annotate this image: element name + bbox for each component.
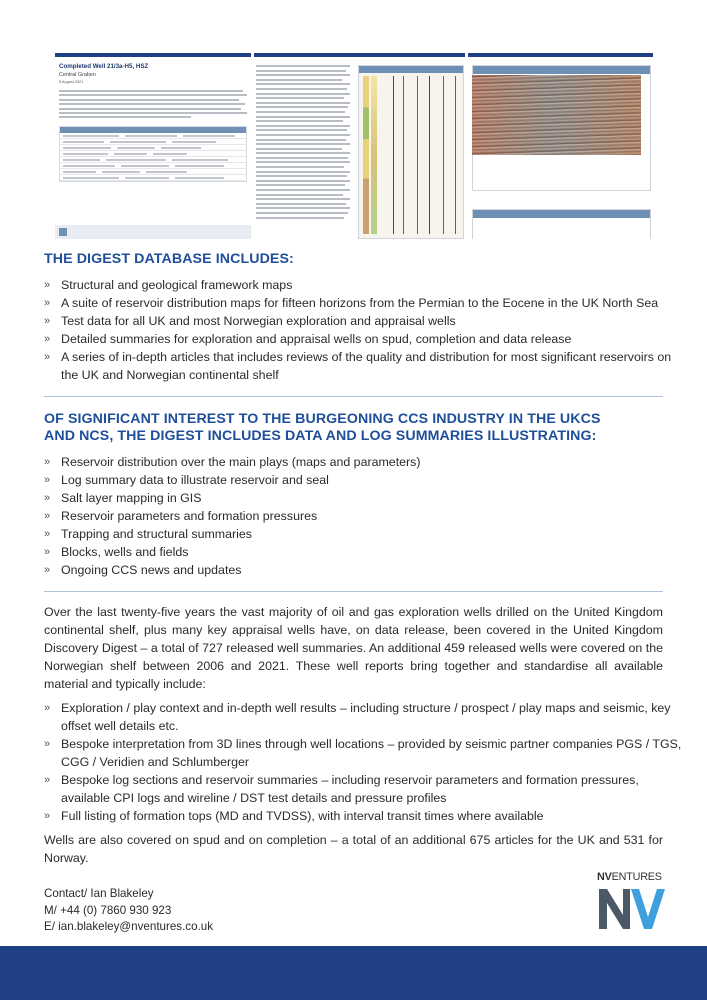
preview-footer-band bbox=[55, 225, 251, 239]
list-item bbox=[44, 735, 684, 771]
list-item-text: Ongoing CCS news and updates bbox=[61, 563, 242, 577]
section-heading-ccs bbox=[44, 411, 601, 445]
preview-date: 5 August 2021 bbox=[59, 80, 84, 84]
contact-phone: M/ +44 (0) 7860 930 923 bbox=[44, 903, 172, 917]
well-report-contents-list bbox=[44, 699, 684, 825]
bullet-marker: » bbox=[44, 315, 51, 327]
list-item bbox=[44, 543, 684, 561]
list-item bbox=[44, 330, 684, 348]
preview-header-bar bbox=[55, 53, 251, 57]
list-item bbox=[44, 561, 684, 579]
ccs-data-list bbox=[44, 453, 684, 579]
nventures-logo bbox=[597, 871, 667, 931]
list-item bbox=[44, 807, 684, 825]
bullet-marker: » bbox=[44, 333, 51, 345]
database-includes-list bbox=[44, 276, 684, 384]
preview-subtitle: Central Graben bbox=[59, 72, 96, 78]
preview-well-log-panel bbox=[358, 65, 464, 239]
bullet-marker: » bbox=[44, 297, 51, 309]
list-item bbox=[44, 771, 684, 807]
list-item bbox=[44, 348, 684, 384]
logo-monogram-icon bbox=[597, 885, 667, 931]
list-item-text: A series of in-depth articles that includes reviews of the quality and distribution for most significant reservoirs on the UK and Norwegian continental shelf bbox=[61, 350, 672, 382]
spud-completion-note: Wells are also covered on spud and on completion – a total of an additional 675 articles for the UK and 531 for Norway. bbox=[44, 833, 663, 865]
bullet-marker: » bbox=[44, 810, 51, 822]
preview-seismic-section bbox=[472, 75, 641, 155]
section-heading-ccs-line2: AND NCS, THE DIGEST INCLUDES DATA AND LOG SUMMARIES ILLUSTRATING: bbox=[44, 428, 597, 444]
bullet-marker: » bbox=[44, 738, 51, 750]
preview-page-well-log bbox=[254, 53, 465, 239]
list-item-text: Structural and geological framework maps bbox=[61, 278, 293, 292]
list-item bbox=[44, 453, 684, 471]
preview-text-block bbox=[59, 90, 247, 118]
list-item bbox=[44, 471, 684, 489]
list-item-text: Detailed summaries for exploration and appraisal wells on spud, completion and data release bbox=[61, 332, 572, 346]
bullet-marker: » bbox=[44, 546, 51, 558]
bullet-marker: » bbox=[44, 474, 51, 486]
list-item bbox=[44, 699, 684, 735]
list-item-text: Bespoke interpretation from 3D lines through well locations – provided by seismic partner companies PGS / TGS, CGG / Veridien and Schlumberger bbox=[61, 737, 682, 769]
contact-block bbox=[44, 886, 213, 936]
preview-header-bar bbox=[254, 53, 465, 57]
bullet-marker: » bbox=[44, 492, 51, 504]
bullet-marker: » bbox=[44, 510, 51, 522]
list-item bbox=[44, 312, 684, 330]
preview-title: Completed Well 21/3a-H5, HSZ bbox=[59, 63, 149, 70]
preview-secondary-panel bbox=[472, 209, 651, 239]
bullet-marker: » bbox=[44, 774, 51, 786]
list-item bbox=[44, 507, 684, 525]
list-item bbox=[44, 525, 684, 543]
contact-email[interactable]: E/ ian.blakeley@nventures.co.uk bbox=[44, 920, 214, 933]
footer-band bbox=[0, 946, 707, 1000]
list-item-text: Salt layer mapping in GIS bbox=[61, 491, 202, 505]
list-item-text: Log summary data to illustrate reservoir and seal bbox=[61, 473, 329, 487]
list-item-text: A suite of reservoir distribution maps for fifteen horizons from the Permian to the Eocene in the UK North Sea bbox=[61, 296, 659, 310]
preview-data-table bbox=[59, 126, 247, 182]
section-divider bbox=[44, 396, 663, 397]
preview-page-well-summary bbox=[55, 53, 251, 239]
well-coverage-intro: Over the last twenty-five years the vast majority of oil and gas exploration wells drilled on the United Kingdom continental shelf, plus many key appraisal wells have, on data release, been covered in the United Kingdom Discovery Digest – a total of 727 released well summaries. An additional 459 released wells were covered on the Norwegian shelf between 2006 and 2021. These well reports bring together and standardise all available material and typically include: bbox=[44, 605, 663, 691]
contact-name: Contact/ Ian Blakeley bbox=[44, 887, 154, 900]
preview-text-column bbox=[256, 65, 350, 221]
bullet-marker: » bbox=[44, 279, 51, 291]
list-item-text: Full listing of formation tops (MD and TVDSS), with interval transit times where available bbox=[61, 809, 544, 823]
document-preview-strip bbox=[55, 53, 653, 239]
preview-header-bar bbox=[468, 53, 653, 57]
list-item-text: Trapping and structural summaries bbox=[61, 527, 252, 541]
list-item bbox=[44, 294, 684, 312]
logo-wordmark: NVENTURES bbox=[597, 871, 662, 883]
list-item-text: Test data for all UK and most Norwegian exploration and appraisal wells bbox=[61, 314, 456, 328]
bullet-marker: » bbox=[44, 528, 51, 540]
bullet-marker: » bbox=[44, 564, 51, 576]
list-item bbox=[44, 276, 684, 294]
list-item-text: Blocks, wells and fields bbox=[61, 545, 189, 559]
bullet-marker: » bbox=[44, 702, 51, 714]
list-item bbox=[44, 489, 684, 507]
section-divider bbox=[44, 591, 663, 592]
list-item-text: Exploration / play context and in-depth well results – including structure / prospect / play maps and seismic, key offset well details etc. bbox=[61, 701, 671, 733]
section-heading-database: THE DIGEST DATABASE INCLUDES: bbox=[44, 251, 294, 267]
list-item-text: Bespoke log sections and reservoir summaries – including reservoir parameters and formation pressures, available CPI logs and wireline / DST test details and pressure profiles bbox=[61, 773, 639, 805]
list-item-text: Reservoir parameters and formation pressures bbox=[61, 509, 318, 523]
bullet-marker: » bbox=[44, 351, 51, 363]
bullet-marker: » bbox=[44, 456, 51, 468]
list-item-text: Reservoir distribution over the main plays (maps and parameters) bbox=[61, 455, 421, 469]
preview-page-seismic bbox=[468, 53, 653, 239]
section-heading-ccs-line1: OF SIGNIFICANT INTEREST TO THE BURGEONING CCS INDUSTRY IN THE UKCS bbox=[44, 411, 601, 427]
